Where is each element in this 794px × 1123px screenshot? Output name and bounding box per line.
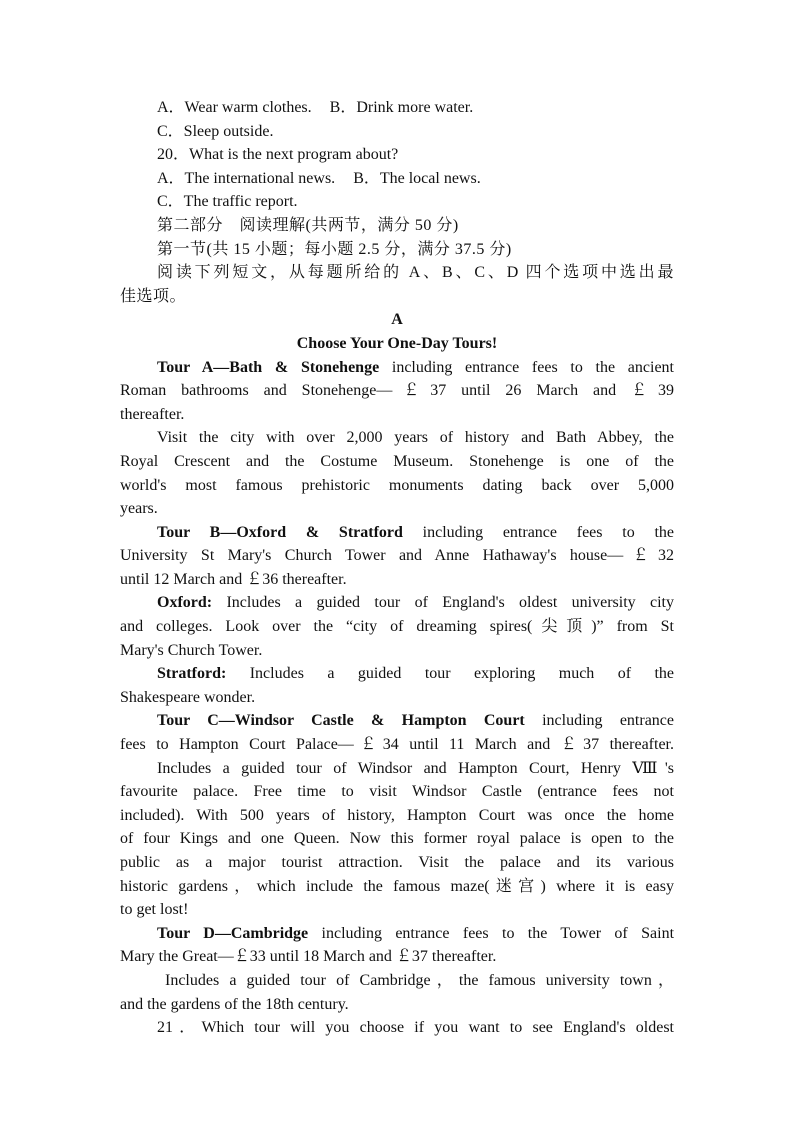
section-heading: 第二部分 阅读理解(共两节，满分 50 分) [157,216,459,234]
tour-c-desc-2: favourite palace. Free time to visit Windsor Castle (entrance fees not [120,783,674,801]
tour-a-name: Tour A—Bath & Stonehenge [157,358,380,376]
tour-d-line-1 [120,922,674,946]
tour-c-desc-1: Includes a guided tour of Windsor and Hampton Court, Henry Ⅷ's [157,759,674,777]
stratford-label: Stratford: [157,665,227,683]
tour-a-line-3: thereafter. [120,405,185,423]
q19-options-ab [120,96,674,120]
instructions-line-2: 佳选项。 [120,287,187,305]
tour-d-desc-2: and the gardens of the 18th century. [120,995,349,1013]
stratford-line-2: Shakespeare wonder. [120,688,256,706]
tour-a-desc-1: Visit the city with over 2,000 years of history and Bath Abbey, the [157,429,674,447]
tour-c-text-1: including entrance [524,712,674,730]
q20-options-ab [120,167,674,191]
subsection-heading: 第一节(共 15 小题；每小题 2.5 分，满分 37.5 分) [157,240,512,258]
tour-b-text-1: including entrance fees to the [402,523,674,541]
q19-option-c: C．Sleep outside. [157,122,274,140]
tour-c-desc-3: included). With 500 years of history, Hampton Court was once the home [120,806,674,824]
instructions-line-1: 阅读下列短文，从每题所给的 A、B、C、D 四个选项中选出最 [157,264,674,282]
passage-title: Choose Your One-Day Tours! [296,334,498,352]
tour-d-line-2: Mary the Great—￡33 until 18 March and ￡37 thereafter. [120,948,497,966]
oxford-line-1 [120,591,674,615]
tour-a-text-1: including entrance fees to the ancient [379,358,674,376]
oxford-label: Oxford: [157,594,213,612]
document-page [120,96,674,1040]
q20-question: 20．What is the next program about? [157,146,399,164]
tour-d-text-1: including entrance fees to the Tower of Saint [308,924,675,942]
tour-b-name: Tour B—Oxford & Stratford [157,523,403,541]
q19-option-a: A．Wear warm clothes. [157,99,312,116]
stratford-line-1 [120,662,674,686]
tour-a-desc-4: years. [120,500,158,518]
oxford-line-2: and colleges. Look over the “city of dreaming spires(尖顶)” from St [120,618,674,636]
tour-c-line-2: fees to Hampton Court Palace—￡34 until 11 March and ￡37 thereafter. [120,736,674,754]
tour-d-name: Tour D—Cambridge [157,924,309,942]
tour-a-desc-2: Royal Crescent and the Costume Museum. Stonehenge is one of the [120,452,674,470]
q21-question: 21．Which tour will you choose if you want to see England's oldest [157,1019,674,1037]
q19-option-b: B．Drink more water. [329,99,474,116]
tour-b-line-1 [120,521,674,545]
tour-a-line-2: Roman bathrooms and Stonehenge—￡37 until 26 March and ￡39 [120,382,674,400]
tour-a-desc-3: world's most famous prehistoric monuments dating back over 5,000 [120,476,674,494]
tour-c-desc-4: of four Kings and one Queen. Now this former royal palace is open to the [120,830,674,848]
oxford-text-1: Includes a guided tour of England's oldest university city [212,594,674,612]
tour-c-line-1 [120,709,674,733]
tour-b-line-2: University St Mary's Church Tower and Anne Hathaway's house—￡32 [120,547,674,565]
tour-b-line-3: until 12 March and ￡36 thereafter. [120,570,347,588]
passage-letter: A [391,311,403,329]
q20-option-b: B．The local news. [353,169,481,187]
tour-d-desc-1: Includes a guided tour of Cambridge，the famous university town， [165,971,674,989]
tour-a-line-1 [120,356,674,380]
q20-option-a: A．The international news. [157,169,336,187]
stratford-text-1: Includes a guided tour exploring much of the [226,665,674,683]
tour-c-desc-7: to get lost! [120,901,189,919]
oxford-line-3: Mary's Church Tower. [120,641,263,659]
tour-c-desc-5: public as a major tourist attraction. Visit the palace and its various [120,854,674,871]
q20-option-c: C．The traffic report. [157,193,298,211]
tour-c-desc-6: historic gardens，which include the famous maze(迷宫) where it is easy [120,877,674,895]
tour-c-name: Tour C—Windsor Castle & Hampton Court [157,712,525,730]
